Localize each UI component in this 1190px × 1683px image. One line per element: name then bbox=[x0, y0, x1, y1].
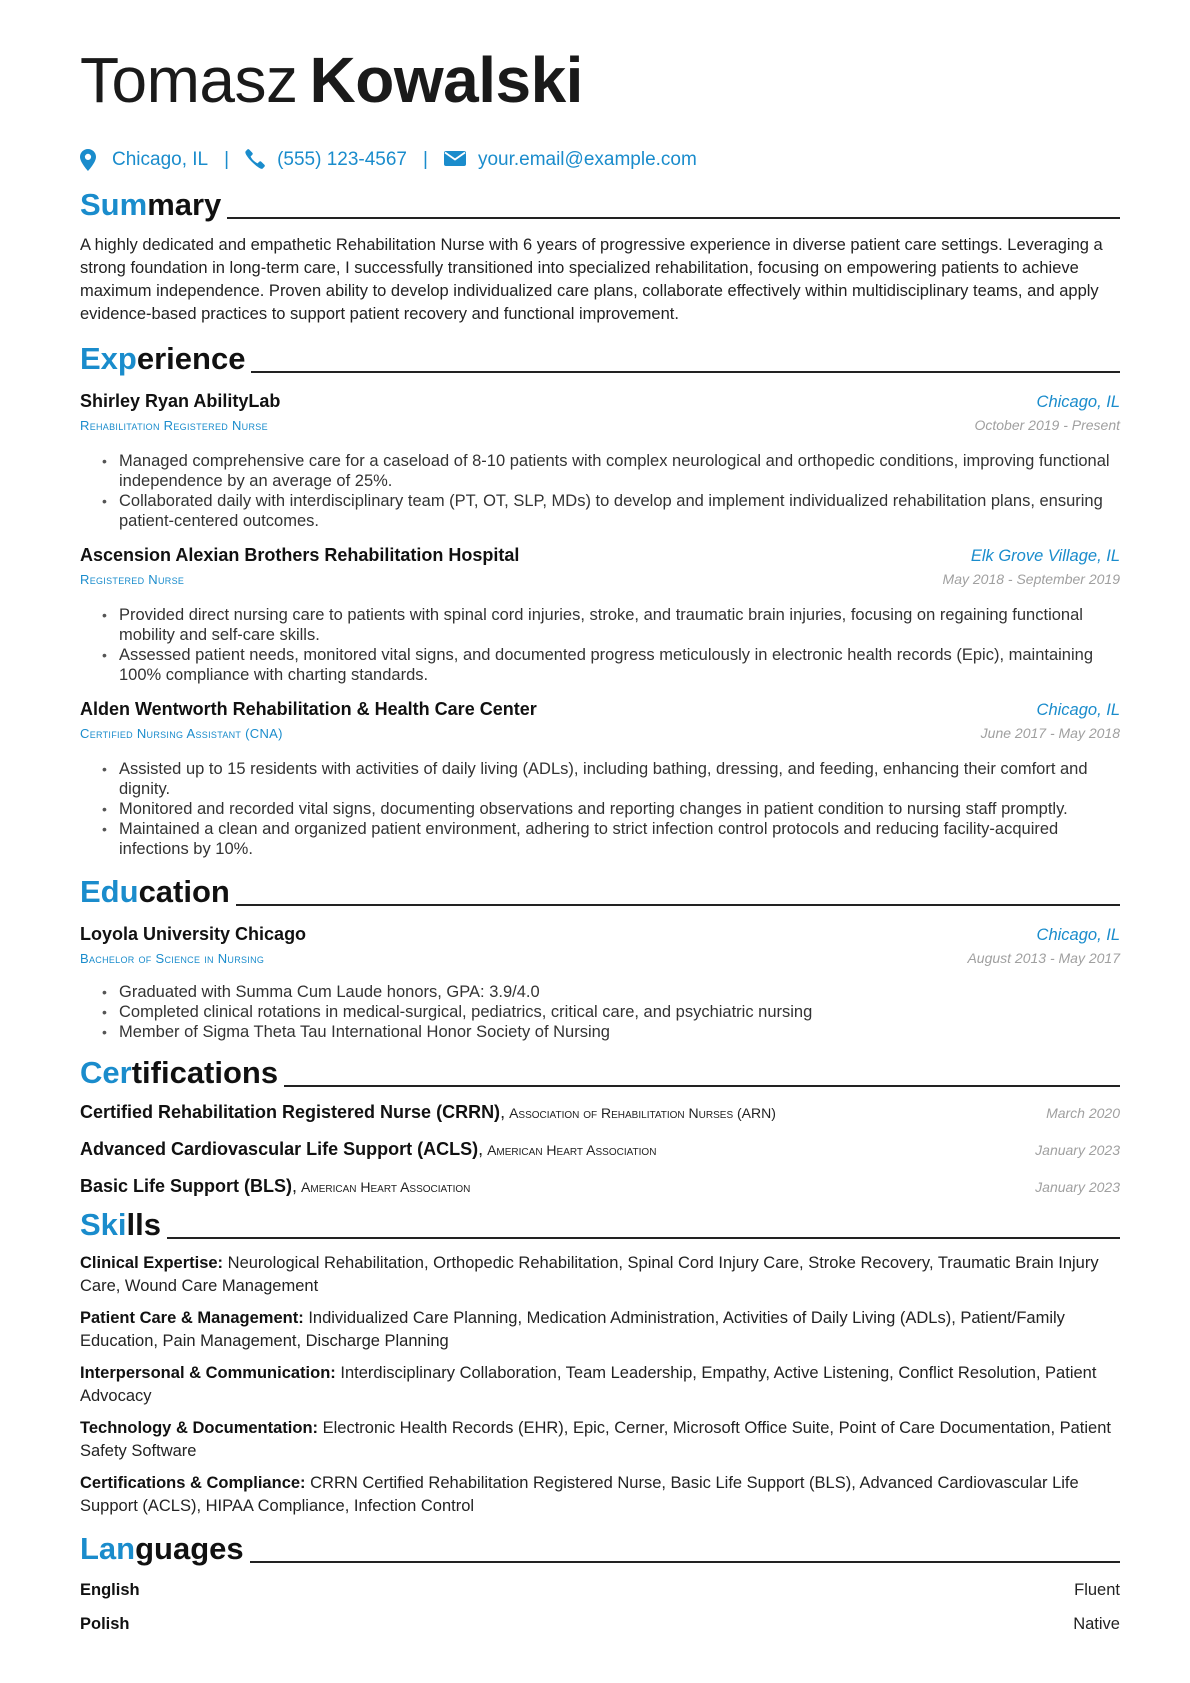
cert-name: Certified Rehabilitation Registered Nurse (CRRN) bbox=[80, 1102, 501, 1122]
contact-phone[interactable] bbox=[245, 149, 407, 171]
cert-name: Basic Life Support (BLS) bbox=[80, 1176, 293, 1196]
education-bullets bbox=[80, 982, 1120, 1042]
list-item: • Graduated with Summa Cum Laude honors, GPA: 3.9/4.0 bbox=[119, 982, 1120, 1002]
education-heading-rest: cation bbox=[138, 874, 230, 909]
cert-date: January 2023 bbox=[1035, 1142, 1120, 1158]
contact-bar bbox=[80, 145, 1120, 175]
languages-heading-accent: Lan bbox=[80, 1531, 136, 1566]
skill-item bbox=[80, 1362, 1120, 1408]
degree: Bachelor of Science in Nursing bbox=[80, 951, 265, 966]
email-link: your.email@example.com bbox=[477, 149, 697, 170]
education-heading bbox=[80, 872, 1120, 910]
section-rule bbox=[250, 1561, 1120, 1563]
skill-text: Individualized Care Planning, Medication Administration, Activities of Daily Living (ADLs), Patient/Family Education, Pain Management, Discharge Planning bbox=[80, 1309, 1065, 1350]
list-item: • Managed comprehensive care for a caseload of 8-10 patients with complex neurological and orthopedic conditions, improving functional independence by an average of 25%. bbox=[119, 451, 1120, 491]
experience-heading-rest: erience bbox=[136, 341, 246, 376]
skills-heading-accent: Ski bbox=[80, 1207, 127, 1242]
contact-email[interactable] bbox=[444, 149, 697, 171]
job-location: Chicago, IL bbox=[1036, 393, 1120, 411]
certification-row: Basic Life Support (BLS), American Heart Association January 2023 bbox=[80, 1168, 1120, 1205]
skill-text: CRRN Certified Rehabilitation Registered Nurse, Basic Life Support (BLS), Advanced Cardiovascular Life Support (ACLS), HIPAA Compliance, Infection Control bbox=[80, 1474, 1079, 1515]
language-name: English bbox=[80, 1581, 140, 1599]
contact-location bbox=[80, 149, 208, 171]
envelope-icon bbox=[444, 149, 466, 171]
school-name: Loyola University Chicago bbox=[80, 924, 307, 944]
skills-list bbox=[80, 1252, 1120, 1518]
map-pin-icon bbox=[80, 149, 100, 171]
job-bullets bbox=[80, 759, 1120, 859]
job-role: Registered Nurse bbox=[80, 572, 185, 587]
skill-item bbox=[80, 1252, 1120, 1298]
skill-item bbox=[80, 1307, 1120, 1353]
language-row bbox=[80, 1607, 1120, 1641]
experience-heading-accent: Exp bbox=[80, 341, 137, 376]
cert-date: March 2020 bbox=[1046, 1105, 1120, 1121]
job-location: Elk Grove Village, IL bbox=[970, 547, 1120, 565]
job-org: Ascension Alexian Brothers Rehabilitation Hospital bbox=[80, 545, 520, 565]
section-rule bbox=[236, 904, 1120, 906]
skills-heading bbox=[80, 1205, 1120, 1243]
languages-heading bbox=[80, 1529, 1120, 1567]
job-org: Alden Wentworth Rehabilitation & Health Care Center bbox=[80, 699, 537, 719]
job-entry bbox=[80, 543, 1120, 685]
language-level: Fluent bbox=[1074, 1581, 1120, 1599]
skill-item bbox=[80, 1417, 1120, 1463]
education-dates: August 2013 - May 2017 bbox=[967, 950, 1120, 966]
list-item: • Assessed patient needs, monitored vital signs, and documented progress meticulously in electronic health records (Epic), maintaining 100% compliance with charting standards. bbox=[119, 645, 1120, 685]
skill-text: Electronic Health Records (EHR), Epic, Cerner, Microsoft Office Suite, Point of Care Documentation, Patient Safety Software bbox=[80, 1419, 1111, 1460]
candidate-name bbox=[80, 40, 1120, 120]
skill-text: Neurological Rehabilitation, Orthopedic Rehabilitation, Spinal Cord Injury Care, Stroke Recovery, Traumatic Brain Injury Care, Wound Care Management bbox=[80, 1254, 1099, 1295]
section-rule bbox=[284, 1085, 1120, 1087]
section-rule bbox=[227, 217, 1120, 219]
cert-issuer: Association of Rehabilitation Nurses (ARN) bbox=[509, 1105, 776, 1121]
resume-page bbox=[80, 40, 1120, 1641]
cert-name: Advanced Cardiovascular Life Support (ACLS) bbox=[80, 1139, 479, 1159]
cert-issuer: American Heart Association bbox=[301, 1179, 471, 1195]
education-heading-accent: Edu bbox=[80, 874, 139, 909]
experience-heading bbox=[80, 339, 1120, 377]
first-name: Tomasz bbox=[80, 44, 298, 116]
cert-date: January 2023 bbox=[1035, 1179, 1120, 1195]
summary-heading-rest: mary bbox=[147, 187, 222, 222]
job-dates: October 2019 - Present bbox=[974, 417, 1120, 433]
summary-heading-accent: Sum bbox=[80, 187, 148, 222]
job-bullets bbox=[80, 605, 1120, 685]
job-entry bbox=[80, 697, 1120, 859]
certification-row: Certified Rehabilitation Registered Nurse (CRRN), Association of Rehabilitation Nurses (ARN) March 2020 bbox=[80, 1094, 1120, 1131]
contact-separator: | bbox=[224, 149, 230, 170]
list-item: • Completed clinical rotations in medical-surgical, pediatrics, critical care, and psychiatric nursing bbox=[119, 1002, 1120, 1022]
language-row bbox=[80, 1573, 1120, 1607]
list-item: • Provided direct nursing care to patients with spinal cord injuries, stroke, and traumatic brain injuries, focusing on regaining functional mobility and self-care skills. bbox=[119, 605, 1120, 645]
school-location: Chicago, IL bbox=[1036, 926, 1120, 944]
certifications-list bbox=[80, 1094, 1120, 1205]
certifications-heading-accent: Cer bbox=[80, 1055, 132, 1090]
languages-heading-rest: guages bbox=[135, 1531, 244, 1566]
list-item: • Monitored and recorded vital signs, documenting observations and reporting changes in patient condition to nursing staff promptly. bbox=[119, 799, 1120, 819]
skill-category: Technology & Documentation: bbox=[80, 1419, 319, 1437]
summary-text: A highly dedicated and empathetic Rehabilitation Nurse with 6 years of progressive experience in diverse patient care settings. Leveraging a strong foundation in long-term care, I successfully transitioned into specialized rehabilitation, focusing on empowering patients to achieve maximum independence. Proven ability to develop individualized care plans, collaborate effectively within multidisciplinary teams, and apply evidence-based practices to support patient recovery and functional improvement. bbox=[80, 236, 1103, 323]
list-item: • Collaborated daily with interdisciplinary team (PT, OT, SLP, MDs) to develop and implement individualized rehabilitation plans, ensuring patient-centered outcomes. bbox=[119, 491, 1120, 531]
language-level: Native bbox=[1073, 1615, 1120, 1633]
job-bullets bbox=[80, 451, 1120, 531]
section-rule bbox=[167, 1237, 1120, 1239]
certification-row: Advanced Cardiovascular Life Support (ACLS), American Heart Association January 2023 bbox=[80, 1131, 1120, 1168]
languages-list bbox=[80, 1573, 1120, 1641]
phone-icon bbox=[245, 149, 265, 171]
job-role: Rehabilitation Registered Nurse bbox=[80, 418, 268, 433]
job-dates: June 2017 - May 2018 bbox=[980, 725, 1120, 741]
list-item: • Maintained a clean and organized patient environment, adhering to strict infection control protocols and reducing facility-acquired infections by 10%. bbox=[119, 819, 1120, 859]
job-dates: May 2018 - September 2019 bbox=[942, 571, 1120, 587]
job-org: Shirley Ryan AbilityLab bbox=[80, 391, 281, 411]
section-rule bbox=[251, 371, 1120, 373]
list-item: • Member of Sigma Theta Tau International Honor Society of Nursing bbox=[119, 1022, 1120, 1042]
last-name: Kowalski bbox=[309, 44, 583, 116]
cert-issuer: American Heart Association bbox=[487, 1142, 657, 1158]
certifications-heading-rest: tifications bbox=[131, 1055, 279, 1090]
skill-category: Certifications & Compliance: bbox=[80, 1474, 306, 1492]
language-name: Polish bbox=[80, 1615, 130, 1633]
location-text: Chicago, IL bbox=[112, 149, 209, 170]
contact-separator: | bbox=[423, 149, 428, 170]
job-role: Certified Nursing Assistant (CNA) bbox=[80, 726, 283, 741]
summary-heading bbox=[80, 185, 1120, 223]
job-location: Chicago, IL bbox=[1036, 701, 1120, 719]
skill-category: Patient Care & Management: bbox=[80, 1309, 304, 1327]
job-entry bbox=[80, 389, 1120, 531]
skill-item bbox=[80, 1472, 1120, 1518]
education-entry bbox=[80, 922, 1120, 1042]
skill-category: Clinical Expertise: bbox=[80, 1254, 224, 1272]
skill-category: Interpersonal & Communication: bbox=[80, 1364, 336, 1382]
phone-text: (555) 123-4567 bbox=[277, 149, 407, 170]
skills-heading-rest: lls bbox=[126, 1207, 161, 1242]
list-item: • Assisted up to 15 residents with activities of daily living (ADLs), including bathing, dressing, and feeding, enhancing their comfort and dignity. bbox=[119, 759, 1120, 799]
certifications-heading bbox=[80, 1053, 1120, 1091]
skill-text: Interdisciplinary Collaboration, Team Leadership, Empathy, Active Listening, Conflict Resolution, Patient Advocacy bbox=[80, 1364, 1097, 1405]
